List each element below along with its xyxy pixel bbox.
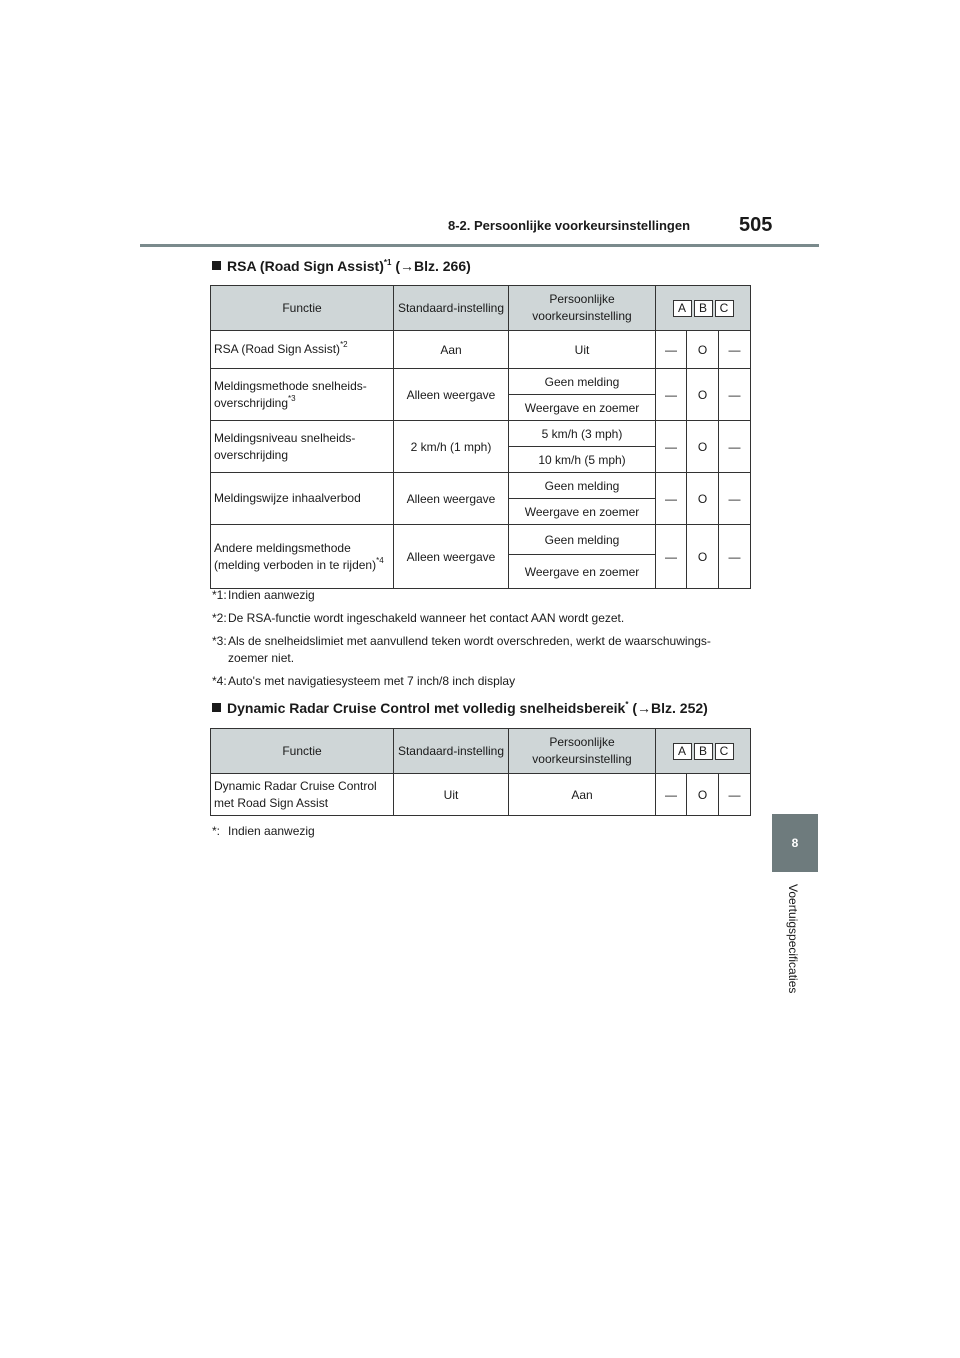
section-header: 8-2. Persoonlijke voorkeursinstellingen — [448, 218, 691, 233]
cell-functie: Dynamic Radar Cruise Control met Road Sign Assist — [211, 774, 394, 816]
header-persoonlijk: Persoonlijke voorkeursinstelling — [509, 286, 656, 331]
header-abc — [656, 286, 751, 331]
header-persoonlijk: Persoonlijke voorkeursinstelling — [509, 729, 656, 774]
cell-option: Weergave en zoemer — [509, 395, 656, 421]
footnote: *: Indien aanwezig — [212, 824, 315, 838]
cell-functie: Meldingswijze inhaalverbod — [211, 473, 394, 525]
cell-a: — — [656, 331, 687, 369]
cell-standaard: Uit — [394, 774, 509, 816]
cell-a: — — [656, 369, 687, 421]
cell-option: Geen melding — [509, 369, 656, 395]
letter-b-icon: B — [694, 300, 713, 317]
heading-page-ref: (→Blz. 252) — [632, 700, 708, 716]
cell-option: Aan — [509, 774, 656, 816]
cell-a: — — [656, 473, 687, 525]
cell-a: — — [656, 421, 687, 473]
bullet-square-icon — [212, 703, 221, 712]
heading-title: RSA (Road Sign Assist) — [227, 258, 384, 274]
page-number: 505 — [739, 214, 773, 236]
header-functie: Functie — [211, 286, 394, 331]
heading-sup: *1 — [383, 258, 392, 267]
cell-b: O — [687, 369, 719, 421]
cell-option: Weergave en zoemer — [509, 499, 656, 525]
header-functie: Functie — [211, 729, 394, 774]
cell-standaard: Alleen weergave — [394, 525, 509, 589]
table-header-row — [211, 729, 751, 774]
cell-a: — — [656, 525, 687, 589]
cell-option: Uit — [509, 331, 656, 369]
cell-standaard: Aan — [394, 331, 509, 369]
section-heading-rsa — [212, 258, 471, 274]
table-header-row — [211, 286, 751, 331]
letter-c-icon: C — [715, 300, 734, 317]
heading-sup: * — [625, 700, 629, 709]
footnote: *3:Als de snelheidslimiet met aanvullend teken wordt overschreden, werkt de waarschuwings-zoemer niet. — [212, 634, 711, 665]
cell-b: O — [687, 525, 719, 589]
cell-standaard: 2 km/h (1 mph) — [394, 421, 509, 473]
cell-option: Weergave en zoemer — [509, 555, 656, 589]
table-row — [211, 525, 751, 555]
letter-c-icon: C — [715, 743, 734, 760]
table-row — [211, 774, 751, 816]
table-row — [211, 331, 751, 369]
chapter-number: 8 — [791, 836, 799, 850]
cell-standaard: Alleen weergave — [394, 369, 509, 421]
letter-a-icon: A — [673, 300, 692, 317]
table-row — [211, 369, 751, 395]
table-row — [211, 421, 751, 447]
cell-a: — — [656, 774, 687, 816]
cell-c: — — [719, 774, 751, 816]
cell-option: Geen melding — [509, 473, 656, 499]
cell-c: — — [719, 369, 751, 421]
header-standaard: Standaard-instelling — [394, 729, 509, 774]
cell-b: O — [687, 421, 719, 473]
cell-functie: Andere meldingsmethode (melding verboden in te rijden)$^{*4}$ — [211, 525, 394, 589]
cell-c: — — [719, 331, 751, 369]
rsa-settings-table — [210, 285, 751, 589]
cell-functie: Meldingsmethode snelheids-overschrijding$^{*3}$ — [211, 369, 394, 421]
cell-b: O — [687, 774, 719, 816]
cell-b: O — [687, 331, 719, 369]
header-divider — [140, 244, 819, 247]
cruise-settings-table — [210, 728, 751, 816]
cell-b: O — [687, 473, 719, 525]
heading-page-ref: (→Blz. 266) — [395, 258, 471, 274]
cell-c: — — [719, 473, 751, 525]
cell-option: Geen melding — [509, 525, 656, 555]
chapter-label: Voertuigspecificaties — [786, 884, 800, 994]
footnote: *2:De RSA-functie wordt ingeschakeld wanneer het contact AAN wordt gezet. — [212, 611, 625, 625]
cell-option: 5 km/h (3 mph) — [509, 421, 656, 447]
section-heading-cruise — [212, 700, 708, 716]
header-abc — [656, 729, 751, 774]
footnote: *4:Auto's met navigatiesysteem met 7 inch/8 inch display — [212, 674, 516, 688]
letter-a-icon: A — [673, 743, 692, 760]
bullet-square-icon — [212, 261, 221, 270]
footnote: *1:Indien aanwezig — [212, 588, 315, 602]
heading-title: Dynamic Radar Cruise Control met volledig snelheidsbereik — [227, 700, 626, 716]
cell-c: — — [719, 421, 751, 473]
header-standaard: Standaard-instelling — [394, 286, 509, 331]
chapter-tab — [772, 814, 818, 872]
table-row — [211, 473, 751, 499]
cell-functie: Meldingsniveau snelheids-overschrijding — [211, 421, 394, 473]
cell-standaard: Alleen weergave — [394, 473, 509, 525]
cell-functie: RSA (Road Sign Assist)$^{*2}$ — [211, 331, 394, 369]
cell-option: 10 km/h (5 mph) — [509, 447, 656, 473]
cell-c: — — [719, 525, 751, 589]
letter-b-icon: B — [694, 743, 713, 760]
